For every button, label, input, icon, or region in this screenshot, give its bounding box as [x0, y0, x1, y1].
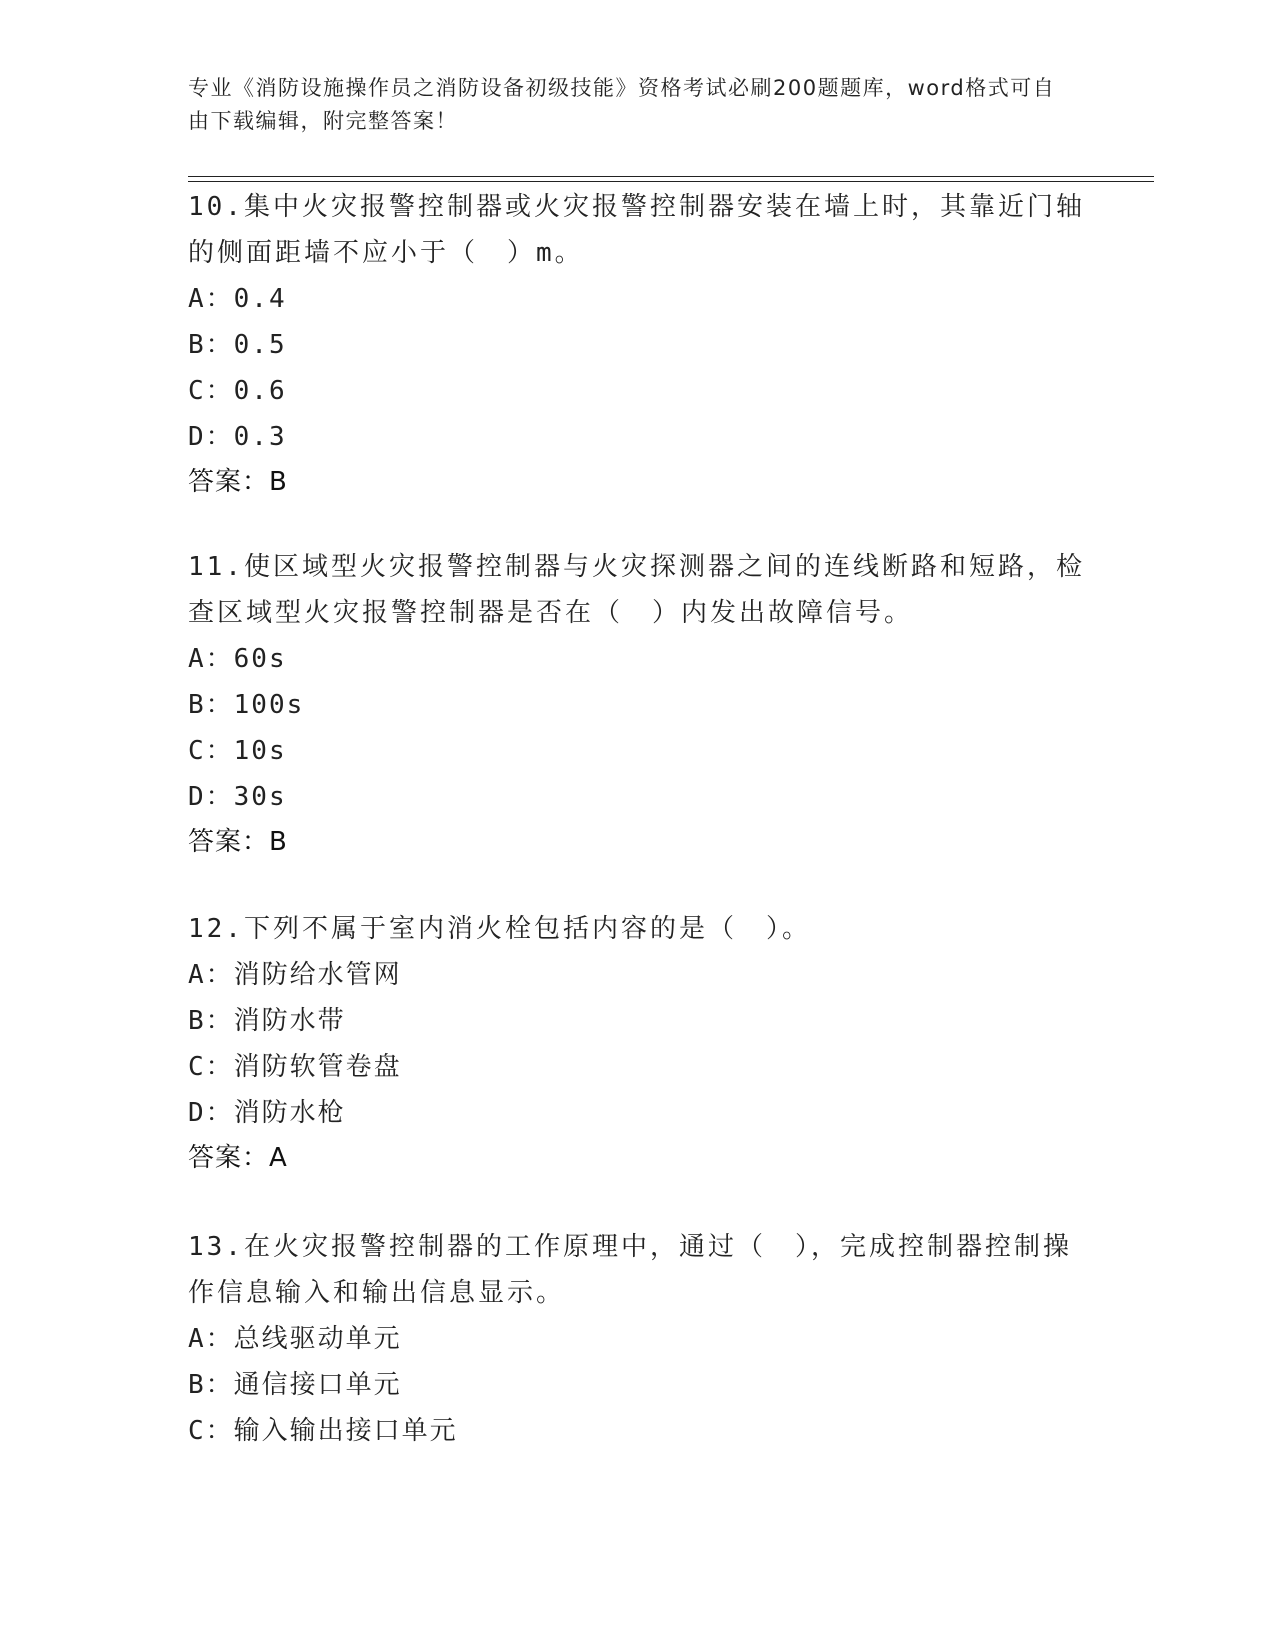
- option-b: B：0.5: [188, 330, 287, 360]
- option-c: C：输入输出接口单元: [188, 1416, 458, 1446]
- option-d: D：0.3: [188, 422, 287, 452]
- question-11: [188, 544, 1088, 864]
- document-header: 专业《消防设施操作员之消防设备初级技能》资格考试必刷200题题库，word格式可自由下载编辑，附完整答案！: [188, 76, 1056, 133]
- option-b: B：通信接口单元: [188, 1370, 402, 1400]
- question-13: [188, 1224, 1088, 1454]
- question-stem: 11.使区域型火灾报警控制器与火灾探测器之间的连线断路和短路，检查区域型火灾报警控制器是否在（ ）内发出故障信号。: [188, 552, 1085, 628]
- option-a: A：总线驱动单元: [188, 1324, 402, 1354]
- header-divider: [188, 176, 1154, 177]
- option-a: A：消防给水管网: [188, 960, 402, 990]
- option-c: C：消防软管卷盘: [188, 1052, 402, 1082]
- answer-label: 答案：A: [188, 1143, 288, 1173]
- option-d: D：30s: [188, 782, 287, 812]
- option-b: B：100s: [188, 690, 305, 720]
- option-b: B：消防水带: [188, 1006, 346, 1036]
- question-stem: 10.集中火灾报警控制器或火灾报警控制器安装在墙上时，其靠近门轴的侧面距墙不应小于（ ）m。: [188, 192, 1085, 268]
- option-d: D：消防水枪: [188, 1098, 346, 1128]
- option-a: A：60s: [188, 644, 287, 674]
- option-c: C：10s: [188, 736, 287, 766]
- question-10: [188, 184, 1088, 504]
- question-stem: 13.在火灾报警控制器的工作原理中，通过（ ），完成控制器控制操作信息输入和输出信息显示。: [188, 1232, 1072, 1308]
- question-stem: 12.下列不属于室内消火栓包括内容的是（ ）。: [188, 914, 811, 944]
- answer-label: 答案：B: [188, 467, 288, 497]
- option-a: A：0.4: [188, 284, 287, 314]
- option-c: C：0.6: [188, 376, 287, 406]
- question-12: [188, 906, 1088, 1180]
- answer-label: 答案：B: [188, 827, 288, 857]
- header-divider-second: [188, 181, 1154, 182]
